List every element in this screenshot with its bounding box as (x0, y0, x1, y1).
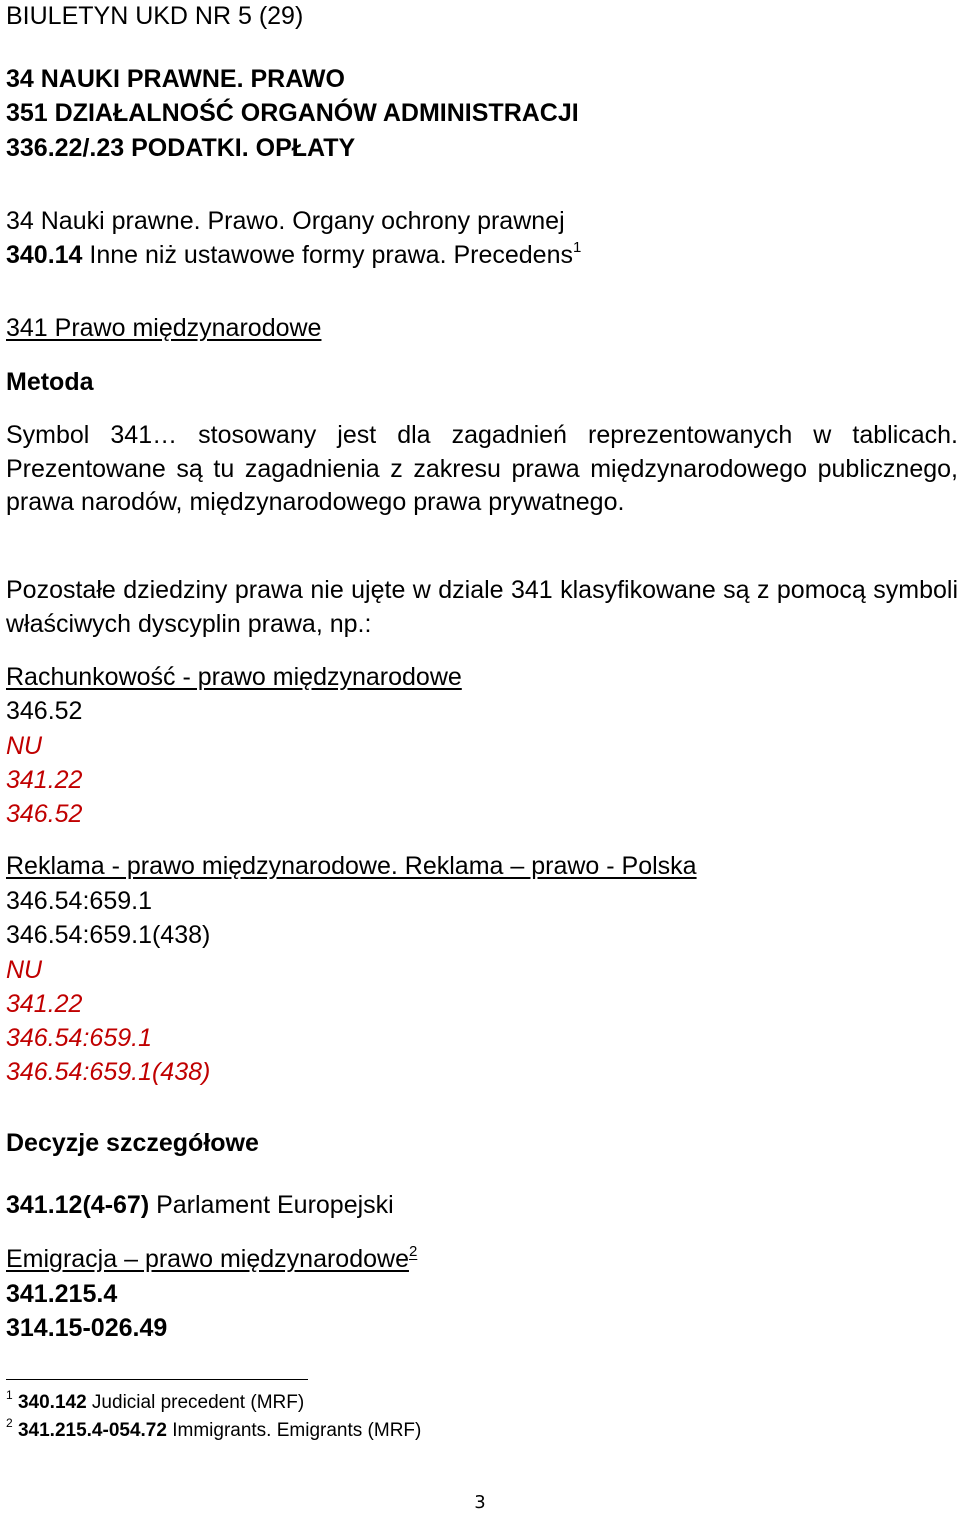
new-notation: 346.52 (6, 800, 83, 828)
footnote-code: 341.215.4-054.72 (17, 1420, 167, 1441)
decision-item (6, 1190, 394, 1220)
nu-marker: NU (6, 956, 43, 984)
footnote-ref: 2 (408, 1243, 418, 1260)
class-line (6, 240, 581, 270)
example-heading: Rachunkowość - prawo międzynarodowe (6, 663, 462, 691)
subject-heading: 336.22/.23 PODATKI. OPŁATY (6, 134, 356, 162)
method-heading: Metoda (6, 368, 94, 396)
class-desc: Inne niż ustawowe formy prawa. Precedens (82, 241, 573, 269)
class-code: 340.14 (6, 241, 83, 269)
decisions-heading: Decyzje szczegółowe (6, 1129, 259, 1157)
decision-heading-text: Emigracja – prawo międzynarodowe (6, 1245, 409, 1273)
decision-code: 341.12(4-67) (6, 1191, 150, 1219)
footnote-text: Judicial precedent (MRF) (86, 1392, 305, 1413)
footnote-ref: 1 (572, 239, 582, 256)
footnote-rule (6, 1379, 308, 1380)
bulletin-title: BIULETYN UKD NR 5 (29) (6, 2, 304, 30)
subject-heading: 351 DZIAŁALNOŚĆ ORGANÓW ADMINISTRACJI (6, 99, 579, 127)
old-notation: 346.54:659.1(438) (6, 921, 211, 949)
method-paragraph: Symbol 341… stosowany jest dla zagadnień reprezentowanych w tablicach. Prezentowane są tu zagadnienia z zakresu prawa międzynarodowego publicznego, prawa narodów, międzynarodowego prawa prywatnego. (6, 421, 958, 516)
footnote (6, 1416, 422, 1443)
new-notation: 341.22 (6, 990, 83, 1018)
page-number: 3 (474, 1492, 486, 1513)
decision-code: 314.15-026.49 (6, 1314, 168, 1342)
example-heading: Reklama - prawo międzynarodowe. Reklama – prawo - Polska (6, 852, 697, 880)
footnote (6, 1388, 305, 1415)
subject-heading: 34 NAUKI PRAWNE. PRAWO (6, 65, 345, 93)
section-title: 341 Prawo międzynarodowe (6, 314, 322, 342)
new-notation: 346.54:659.1(438) (6, 1058, 211, 1086)
nu-marker: NU (6, 732, 43, 760)
decision-heading (6, 1244, 417, 1274)
scope-paragraph: Pozostałe dziedziny prawa nie ujęte w dziale 341 klasyfikowane są z pomocą symboli właściwych dyscyplin prawa, np.: (6, 576, 958, 638)
footnote-code: 340.142 (17, 1392, 87, 1413)
footnote-text: Immigrants. Emigrants (MRF) (166, 1420, 422, 1441)
decision-code: 341.215.4 (6, 1280, 118, 1308)
footnote-number: 2 (6, 1416, 13, 1430)
new-notation: 341.22 (6, 766, 83, 794)
old-notation: 346.52 (6, 697, 83, 725)
footnote-number: 1 (6, 1388, 13, 1402)
old-notation: 346.54:659.1 (6, 887, 152, 915)
decision-text: Parlament Europejski (149, 1191, 394, 1219)
class-line: 34 Nauki prawne. Prawo. Organy ochrony prawnej (6, 207, 565, 235)
new-notation: 346.54:659.1 (6, 1024, 152, 1052)
